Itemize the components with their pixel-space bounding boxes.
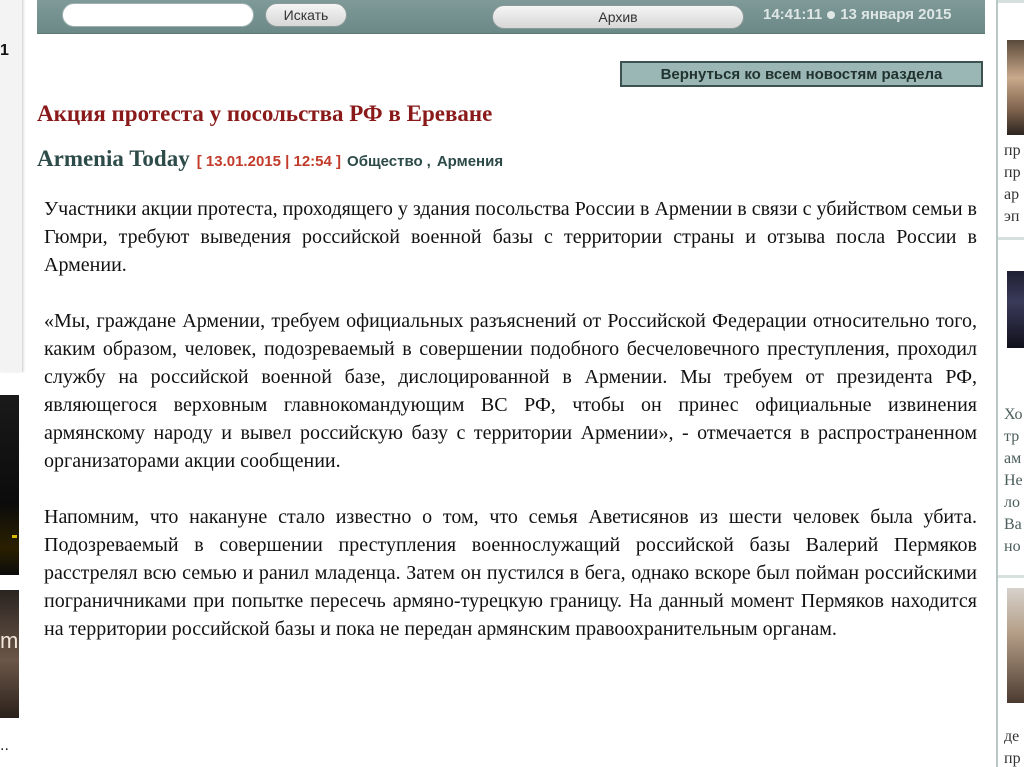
- right-text-line: Не: [1004, 472, 1023, 489]
- left-partial-number: 1: [0, 42, 9, 59]
- category-separator: ,: [426, 153, 431, 170]
- current-time: 14:41:11: [763, 6, 823, 23]
- right-news-photo-1[interactable]: [1007, 40, 1024, 135]
- right-text-line: пр: [1004, 750, 1021, 767]
- right-text-line: пр: [1004, 142, 1021, 159]
- right-news-text-2[interactable]: [1004, 404, 1024, 558]
- current-date: 13 января 2015: [840, 6, 952, 23]
- right-text-line: Ва: [1004, 516, 1022, 533]
- left-thumbnail-2[interactable]: [0, 590, 19, 718]
- bullet-dot-icon: [827, 11, 835, 19]
- left-thumbnail-2-text: m: [0, 628, 19, 653]
- right-news-photo-3[interactable]: [1007, 588, 1024, 703]
- article-paragraph: «Мы, граждане Армении, требуем официальных разъяснений от Российской Федерации относительно того, каким образом, человек, подозреваемый в совершении подобного бесчеловечного преступления, проходил службу на российской военной базе, дислоцированной в Армении. Мы требуем от президента РФ, являющегося верховным главнокомандующим ВС РФ, чтобы он принес официальные извинения армянскому народу и вывел российскую базу с территории Армении», - отмечается в распространенном организаторами акции сообщении.: [44, 310, 977, 472]
- right-text-line: Хо: [1004, 406, 1023, 423]
- article-meta: [37, 146, 637, 172]
- right-text-line: пр: [1004, 164, 1021, 181]
- right-divider: [998, 0, 1024, 3]
- current-datetime: [763, 6, 981, 23]
- right-text-line: де: [1004, 728, 1020, 745]
- back-to-section-button[interactable]: Вернуться ко всем новостям раздела: [620, 61, 983, 87]
- right-news-photo-2[interactable]: [1007, 271, 1024, 348]
- left-panel: [0, 0, 23, 372]
- right-text-line: эп: [1004, 208, 1020, 225]
- right-divider: [998, 237, 1024, 240]
- right-divider: [998, 575, 1024, 578]
- category-link[interactable]: Общество: [347, 153, 423, 170]
- article-paragraph: Участники акции протеста, проходящего у здания посольства России в Армении в связи с убийством семьи в Гюмри, требуют выведения российской военной базы с территории страны и отзыва посла России в Армении.: [44, 198, 977, 276]
- article-source: Armenia Today: [37, 146, 190, 171]
- right-text-line: ло: [1004, 494, 1020, 511]
- archive-button[interactable]: Архив: [492, 5, 744, 29]
- article-paragraph: Напомним, что накануне стало известно о том, что семья Аветисянов из шести человек была убита. Подозреваемый в совершении преступления военнослужащий российской базы Валерий Пермяков расстрелял всю семью и ранил младенца. Затем он пустился в бега, однако вскоре был пойман российскими пограничниками при попытке пересечь армяно-турецкую границу. На данный момент Пермяков находится на территории российской базы и пока не передан армянским правоохранительным органам.: [44, 506, 977, 640]
- left-ellipsis: ..: [0, 737, 9, 754]
- right-text-line: тр: [1004, 428, 1020, 445]
- right-sidebar: [996, 0, 1024, 767]
- search-input[interactable]: [62, 3, 254, 27]
- right-news-text-1[interactable]: [1004, 140, 1024, 228]
- region-link[interactable]: Армения: [436, 153, 504, 170]
- article-title: Акция протеста у посольства РФ в Ереване: [37, 101, 493, 126]
- right-text-line: ар: [1004, 186, 1020, 203]
- right-text-line: но: [1004, 538, 1021, 555]
- search-button[interactable]: Искать: [265, 3, 347, 27]
- left-sidebar: [0, 0, 26, 767]
- article-date: [ 13.01.2015 | 12:54 ]: [196, 153, 342, 170]
- right-text-line: ам: [1004, 450, 1022, 467]
- right-news-text-3[interactable]: [1004, 726, 1024, 767]
- article-body: [44, 195, 977, 671]
- left-thumbnail-1[interactable]: [0, 395, 19, 575]
- top-bar: [37, 0, 985, 34]
